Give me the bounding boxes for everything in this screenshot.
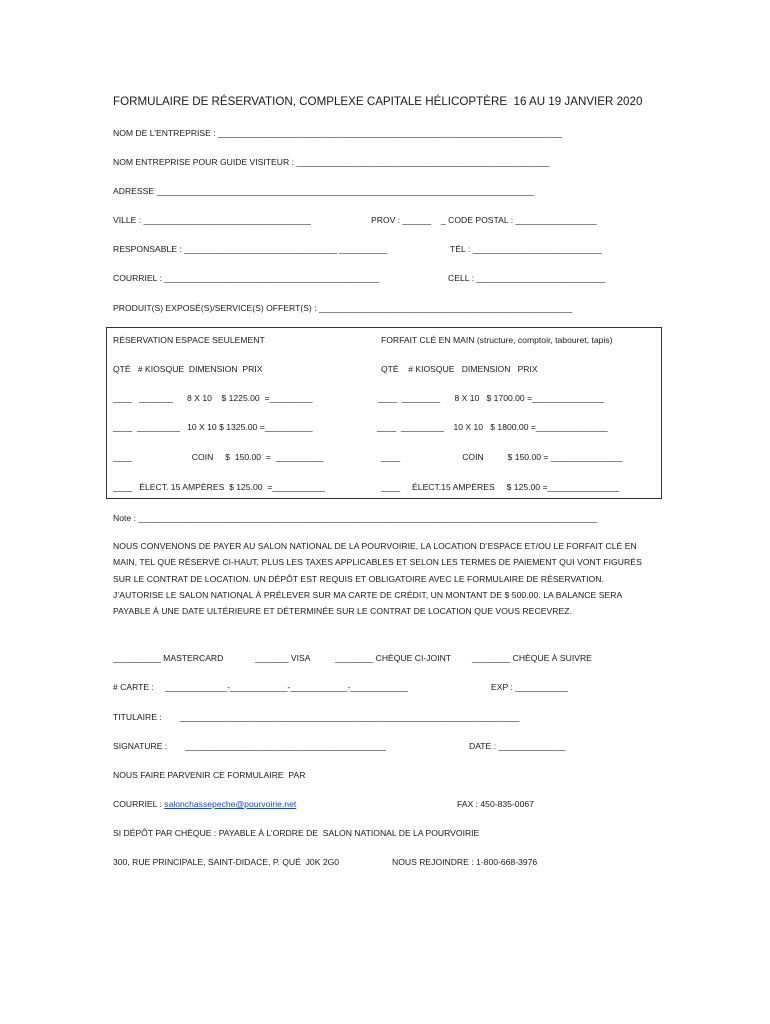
mastercard-option[interactable]: __________ MASTERCARD: [113, 653, 224, 663]
card-number-label: # CARTE :: [113, 682, 154, 692]
turnkey-row[interactable]: ____ _________ 10 X 10 $ 1800.00 =_______________: [377, 422, 608, 432]
form-title: FORMULAIRE DE RÉSERVATION, COMPLEXE CAPITALE HÉLICOPTÈRE 16 AU 19 JANVIER 2020: [113, 95, 643, 108]
card-number-field[interactable]: _____________-____________-____________-____________: [165, 682, 408, 692]
contact-fax: FAX : 450-835-0067: [457, 799, 534, 809]
contact-phone: NOUS REJOINDRE : 1-800-668-3976: [392, 857, 538, 867]
space-only-row[interactable]: ____ ÉLECT. 15 AMPÈRES $ 125.00 =___________: [113, 482, 325, 492]
products-services-field[interactable]: PRODUIT(S) EXPOSÉ(S)/SERVICE(S) OFFERT(S) : _____________________________________________________: [113, 303, 573, 313]
signature-label: SIGNATURE :: [113, 741, 168, 751]
phone-field[interactable]: TÉL : ___________________________: [450, 244, 602, 254]
address-field[interactable]: ADRESSE _______________________________________________________________________________: [113, 186, 535, 196]
company-name-field[interactable]: NOM DE L’ENTREPRISE : ________________________________________________________________________: [113, 128, 563, 138]
turnkey-column-headers: QTÉ # KIOSQUE DIMENSION PRIX: [381, 364, 538, 374]
reservation-box: [106, 327, 662, 499]
contact-email-link[interactable]: salonchassepeche@pourvoirie.net: [164, 799, 297, 809]
agreement-text: NOUS CONVENONS DE PAYER AU SALON NATIONAL DE LA POURVOIRIE, LA LOCATION D’ESPACE ET/OU LE FORFAIT CLÉ EN MAIN, TEL QUE RÉSERVÉ CI-HAUT, PLUS LES TAXES APPLICABLES ET SELON LES TERMES DE PAIEMENT QUI VONT FIGURÉS SUR LE CONTRAT DE LOCATION. UN DÉPÔT EST REQUIS ET OBLIGATOIRE AVEC LE FORMULAIRE DE RÉSERVATION. J’AUTORISE LE SALON NATIONAL À PRÉLEVER SUR MA CARTE DE CRÉDIT, UN MONTANT DE $ 500.00. LA BALANCE SERA PAYABLE À UNE DATE ULTÉRIEURE ET DÉTERMINÉE SUR LE CONTRAT DE LOCATION QUE VOUS RECEVREZ.: [113, 541, 642, 617]
signature-field[interactable]: __________________________________________: [185, 741, 386, 751]
note-field[interactable]: Note : ________________________________________________________________________________________________: [113, 513, 598, 523]
turnkey-row[interactable]: ____ ________ 8 X 10 $ 1700.00 =_______________: [378, 393, 604, 403]
space-only-column-headers: QTÉ # KIOSQUE DIMENSION PRIX: [113, 364, 263, 374]
cell-field[interactable]: CELL : ___________________________: [448, 273, 606, 283]
contact-email-row: [113, 799, 296, 810]
cardholder-field[interactable]: _______________________________________________________________________: [180, 712, 520, 722]
postal-code-field[interactable]: _ CODE POSTAL : _________________: [441, 215, 597, 225]
send-instructions: NOUS FAIRE PARVENIR CE FORMULAIRE PAR: [113, 770, 306, 780]
mailing-address: 300, RUE PRINCIPALE, SAINT-DIDACE, P. QUÉ J0K 2G0: [113, 857, 340, 867]
province-field[interactable]: PROV : ______: [371, 215, 432, 225]
turnkey-row[interactable]: ____ ÉLECT.15 AMPÈRES $ 125.00 =_______________: [381, 482, 620, 492]
space-only-row[interactable]: ____ _______ 8 X 10 $ 1225.00 =_________: [113, 393, 313, 403]
cheque-payee: SI DÉPÔT PAR CHÈQUE : PAYABLE À L’ORDRE DE SALON NATIONAL DE LA POURVOIRIE: [113, 828, 480, 838]
date-field[interactable]: DATE : ______________: [469, 741, 566, 751]
visa-option[interactable]: _______ VISA: [255, 653, 311, 663]
space-only-heading: RÉSERVATION ESPACE SEULEMENT: [113, 335, 265, 345]
responsible-field[interactable]: RESPONSABLE : ________________________________ __________: [113, 244, 388, 254]
cardholder-label: TITULAIRE :: [113, 712, 162, 722]
turnkey-row[interactable]: ____ COIN $ 150.00 = _______________: [381, 452, 623, 462]
city-field[interactable]: VILLE : ___________________________________: [113, 215, 311, 225]
cheque-joint-option[interactable]: ________ CHÈQUE CI-JOINT: [335, 653, 452, 663]
turnkey-package-heading: FORFAIT CLÉ EN MAIN (structure, comptoir, tabouret, tapis): [381, 335, 613, 345]
contact-email-label: COURRIEL :: [113, 799, 165, 809]
cheque-follow-option[interactable]: ________ CHÈQUE À SUIVRE: [472, 653, 592, 663]
expiry-field[interactable]: EXP : ___________: [491, 682, 568, 692]
email-field[interactable]: COURRIEL : _____________________________________________: [113, 273, 380, 283]
guide-company-name-field[interactable]: NOM ENTREPRISE POUR GUIDE VISITEUR : _____________________________________________________: [113, 157, 550, 167]
space-only-row[interactable]: ____ COIN $ 150.00 = __________: [113, 452, 324, 462]
space-only-row[interactable]: ____ _________ 10 X 10 $ 1325.00 =__________: [113, 422, 313, 432]
